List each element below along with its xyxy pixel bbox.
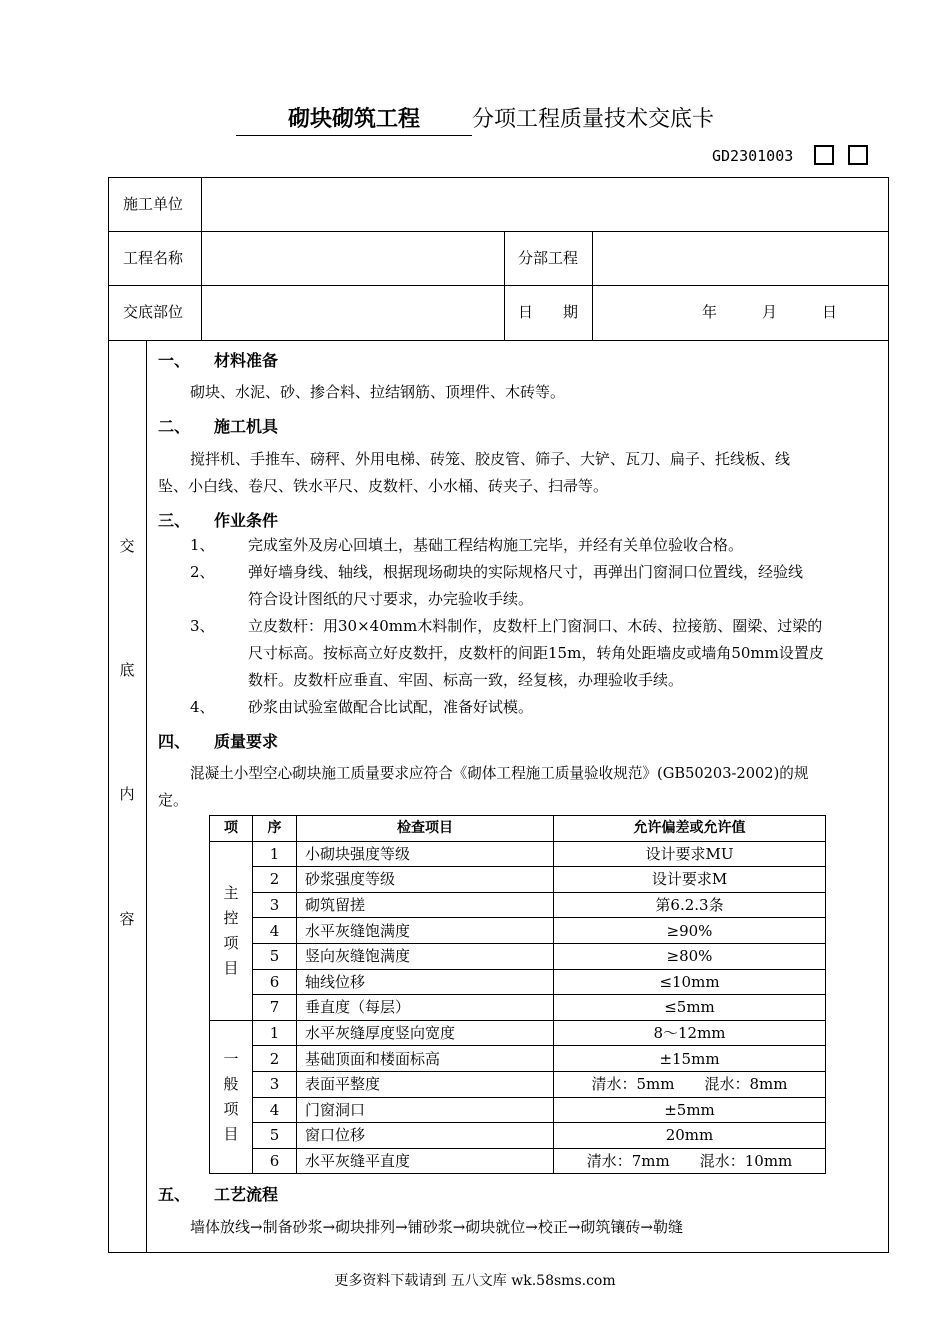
table-header-row [210, 816, 826, 842]
part-label: 交底部位 [123, 303, 184, 321]
section-title: 工艺流程 [214, 1185, 279, 1204]
date-value: 年 月 日 [702, 303, 838, 321]
section-2-line: 搅拌机、手推车、磅秤、外用电梯、砖笼、胶皮管、筛子、大铲、瓦刀、扁子、托线板、线 [190, 450, 791, 468]
row-number: 6 [253, 1148, 297, 1174]
side-label-char: 容 [119, 910, 135, 928]
section-2-line: 坠、小白线、卷尺、铁水平尺、皮数杆、小水桶、砖夹子、扫帚等。 [158, 477, 609, 495]
section-4-line: 混凝土小型空心砌块施工质量要求应符合《砌体工程施工质量验收规范》(GB50203-2002)的规 [190, 765, 809, 782]
column-header: 允许偏差或允许值 [554, 816, 826, 842]
section-5-heading [158, 1184, 278, 1206]
group-label-text: 一般项目 [223, 1050, 239, 1144]
tolerance-value: ≥80% [554, 943, 826, 969]
item-line: 符合设计图纸的尺寸要求，办完验收手续。 [248, 590, 534, 608]
tolerance-value: 20mm [554, 1123, 826, 1149]
tolerance-value: ±15mm [554, 1046, 826, 1072]
item-number: 2、 [190, 563, 215, 581]
sub-project-label: 分部工程 [518, 249, 579, 267]
group-label [210, 1020, 253, 1174]
row-number: 4 [253, 1097, 297, 1123]
item-line: 弹好墙身线、轴线，根据现场砌块的实际规格尺寸，再弹出门窗洞口位置线，经验线 [248, 563, 804, 581]
project-name-label: 工程名称 [123, 249, 184, 267]
document-title [0, 104, 950, 136]
row-number: 2 [253, 867, 297, 893]
side-label-char: 交 [119, 537, 135, 555]
tolerance-value: 设计要求MU [554, 841, 826, 867]
row-number: 5 [253, 1123, 297, 1149]
tolerance-value: 8～12mm [554, 1020, 826, 1046]
check-item: 竖向灰缝饱满度 [297, 943, 554, 969]
row-number: 2 [253, 1046, 297, 1072]
tolerance-value: 清水：5mm 混水：8mm [554, 1071, 826, 1097]
column-header: 序 [253, 816, 297, 842]
section-2-heading [158, 416, 278, 438]
checkbox-1[interactable] [814, 145, 834, 165]
section-3-heading [158, 510, 278, 532]
check-item: 基础顶面和楼面标高 [297, 1046, 554, 1072]
check-item: 窗口位移 [297, 1123, 554, 1149]
group-label-text: 主控项目 [223, 883, 239, 977]
project-name: 砌块砌筑工程 [236, 105, 472, 136]
table-row [210, 1123, 826, 1149]
table-row [210, 943, 826, 969]
col-divider [592, 231, 593, 340]
section-title: 作业条件 [214, 511, 279, 530]
row-divider [108, 285, 889, 286]
section-5-text: 墙体放线→制备砂浆→砌块排列→铺砂浆→砌块就位→校正→砌筑镶砖→勒缝 [190, 1218, 683, 1236]
col-divider [201, 177, 202, 340]
tolerance-value: ≤5mm [554, 995, 826, 1021]
section-number: 一、 [158, 351, 191, 370]
section-number: 四、 [158, 732, 191, 751]
table-row [210, 841, 826, 867]
check-item: 表面平整度 [297, 1071, 554, 1097]
checkbox-2[interactable] [848, 145, 868, 165]
item-line: 数杆。皮数杆应垂直、牢固、标高一致，经复核，办理验收手续。 [248, 671, 684, 689]
row-number: 3 [253, 892, 297, 918]
tolerance-value: 第6.2.3条 [554, 892, 826, 918]
table-row [210, 892, 826, 918]
side-label-char: 底 [119, 661, 135, 679]
item-line: 完成室外及房心回填土，基础工程结构施工完毕，并经有关单位验收合格。 [248, 536, 744, 554]
section-number: 五、 [158, 1185, 191, 1204]
table-row [210, 1046, 826, 1072]
item-line: 砂浆由试验室做配合比试配，准备好试模。 [248, 698, 534, 716]
unit-label: 施工单位 [123, 195, 184, 213]
row-number: 1 [253, 1020, 297, 1046]
item-line: 尺寸标高。按标高立好皮数扞，皮数杆的间距15m，转角处距墙皮或墙角50mm设置皮 [248, 644, 824, 662]
item-number: 1、 [190, 536, 215, 554]
footer-link-text[interactable]: 更多资料下载请到 五八文库 wk.58sms.com [334, 1273, 616, 1289]
tolerance-value: ≤10mm [554, 969, 826, 995]
row-number: 4 [253, 918, 297, 944]
group-label [210, 841, 253, 1020]
col-divider [504, 231, 505, 340]
section-4-line: 定。 [158, 791, 189, 809]
column-header: 检查项目 [297, 816, 554, 842]
table-row [210, 1097, 826, 1123]
check-item: 门窗洞口 [297, 1097, 554, 1123]
tolerance-value: 清水：7mm 混水：10mm [554, 1148, 826, 1174]
table-row [210, 969, 826, 995]
side-label-char: 内 [119, 785, 135, 803]
row-number: 5 [253, 943, 297, 969]
column-header: 项 [210, 816, 253, 842]
check-item: 垂直度（每层） [297, 995, 554, 1021]
section-number: 三、 [158, 511, 191, 530]
col-divider [146, 340, 147, 1253]
section-number: 二、 [158, 417, 191, 436]
check-item: 轴线位移 [297, 969, 554, 995]
table-row [210, 918, 826, 944]
check-item: 砌筑留搓 [297, 892, 554, 918]
doc-code: GD2301003 [712, 147, 794, 165]
table-row [210, 1148, 826, 1174]
check-item: 水平灰缝饱满度 [297, 918, 554, 944]
tolerance-value: ±5mm [554, 1097, 826, 1123]
check-item: 水平灰缝平直度 [297, 1148, 554, 1174]
item-line: 立皮数杆：用30×40mm木料制作，皮数杆上门窗洞口、木砖、拉接筋、圈梁、过梁的 [248, 617, 823, 635]
section-4-heading [158, 731, 278, 753]
tolerance-value: ≥90% [554, 918, 826, 944]
check-item: 水平灰缝厚度竖向宽度 [297, 1020, 554, 1046]
row-divider [108, 231, 889, 232]
row-number: 3 [253, 1071, 297, 1097]
table-row [210, 1020, 826, 1046]
title-text: 分项工程质量技术交底卡 [472, 107, 715, 132]
row-divider [108, 340, 889, 341]
table-row [210, 867, 826, 893]
section-title: 质量要求 [214, 732, 279, 751]
item-number: 4、 [190, 698, 215, 716]
row-number: 7 [253, 995, 297, 1021]
section-title: 材料准备 [214, 351, 279, 370]
item-number: 3、 [190, 617, 215, 635]
check-item: 小砌块强度等级 [297, 841, 554, 867]
row-number: 1 [253, 841, 297, 867]
date-label: 日 期 [518, 303, 579, 321]
tolerance-value: 设计要求M [554, 867, 826, 893]
quality-table [209, 815, 826, 1174]
table-row [210, 1071, 826, 1097]
row-number: 6 [253, 969, 297, 995]
section-1-heading [158, 350, 278, 372]
section-1-text: 砌块、水泥、砂、掺合料、拉结钢筋、顶埋件、木砖等。 [190, 383, 566, 401]
table-row [210, 995, 826, 1021]
section-title: 施工机具 [214, 417, 279, 436]
check-item: 砂浆强度等级 [297, 867, 554, 893]
